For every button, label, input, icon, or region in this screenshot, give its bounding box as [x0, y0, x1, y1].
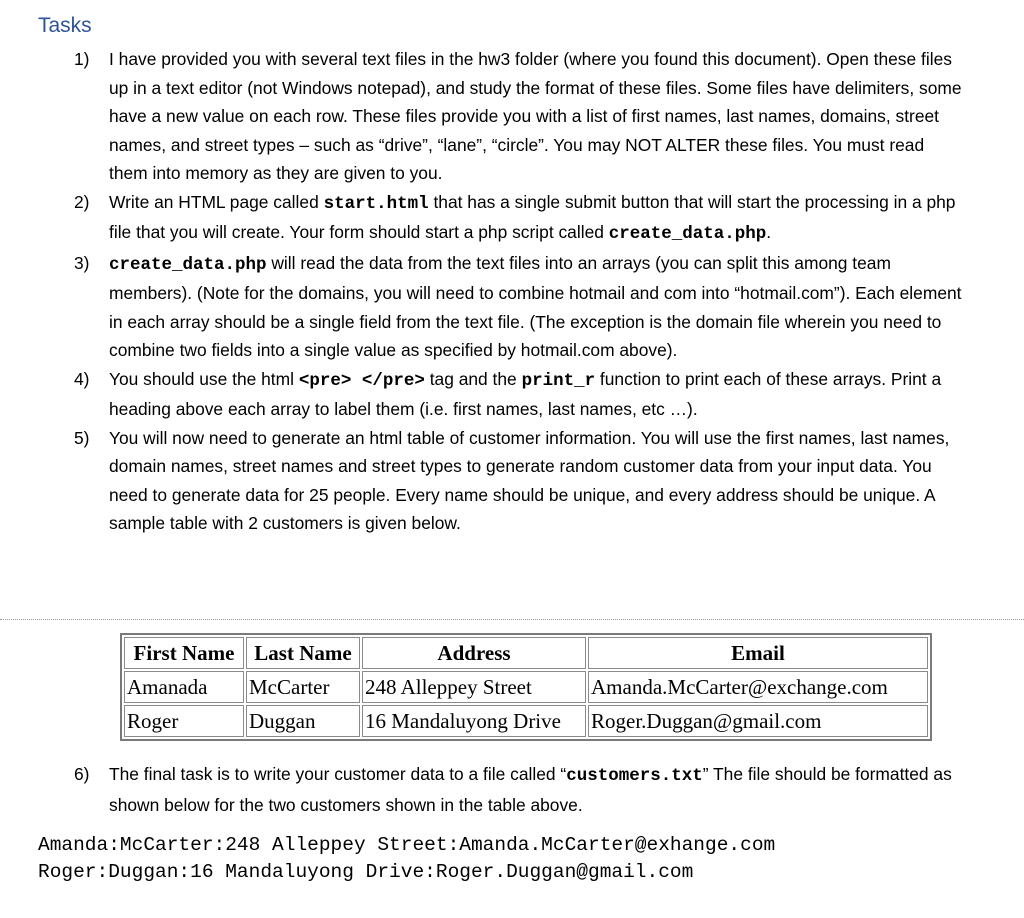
code-filename: start.html — [323, 193, 429, 214]
cell-email: Amanda.McCarter@exchange.com — [588, 671, 928, 703]
cell-address: 16 Mandaluyong Drive — [362, 705, 586, 737]
task-number: 2) — [74, 191, 90, 212]
task-6-container — [0, 760, 1024, 819]
task-number: 3) — [74, 252, 90, 273]
task-number: 6) — [74, 764, 90, 784]
task-number: 4) — [74, 368, 90, 389]
task-text: The final task is to write your customer data to a file called “ — [109, 764, 567, 784]
cell-last-name: McCarter — [246, 671, 360, 703]
task-item-1 — [0, 45, 1024, 188]
section-divider — [0, 619, 1024, 620]
column-header-first-name: First Name — [124, 637, 244, 669]
column-header-last-name: Last Name — [246, 637, 360, 669]
code-filename: create_data.php — [109, 254, 267, 275]
task-list — [0, 45, 1024, 538]
task-item-6 — [0, 760, 1024, 819]
code-filename: create_data.php — [608, 224, 767, 244]
table-header-row — [124, 637, 928, 669]
task-text: You should use the html — [109, 368, 299, 389]
task-item-2 — [0, 188, 1024, 249]
table-row — [124, 671, 928, 703]
task-text: . — [766, 222, 772, 242]
task-text: I have provided you with several text files in the hw3 folder (where you found this document). Open these files up in a text editor (not Windows notepad), and study the format of these files. Some files have delimiters, some have a new value on each row. These files provide you with a list of first names, last names, domains, street names, and street types – such as “drive”, “lane”, “circle”. You may NOT ALTER these files. You must read them into memory as they are given to you. — [109, 49, 962, 183]
task-text: tag and the — [424, 368, 522, 389]
cell-email: Roger.Duggan@gmail.com — [588, 705, 928, 737]
task-item-5 — [0, 424, 1024, 538]
section-heading: Tasks — [38, 14, 92, 37]
task-text: will read the data from the text files into an arrays (you can split this among team members). (Note for the domains, you will need to combine hotmail and com into “hotmail.com”). Each element in each array should be a single field from the text file. (The exception is the domain file wherein you need to combine two fields into a single value as specified by hotmail.com above). — [109, 252, 962, 360]
column-header-email: Email — [588, 637, 928, 669]
cell-first-name: Amanada — [124, 671, 244, 703]
task-text: that has a single submit button that will start the processing in a php file that you will create. Your form should start a php script called — [109, 191, 956, 242]
task-text: ” The file should be formatted as shown below for the two customers shown in the table above. — [109, 764, 952, 815]
cell-address: 248 Alleppey Street — [362, 671, 586, 703]
task-text: Write an HTML page called — [109, 191, 324, 212]
task-item-4 — [0, 365, 1024, 424]
table-row — [124, 705, 928, 737]
task-text: function to print each of these arrays. Print a heading above each array to label them (i.e. first names, last names, etc …). — [109, 368, 942, 419]
task-text: You will now need to generate an html table of customer information. You will use the first names, last names, domain names, street names and street types to generate random customer data from your input data. You need to generate data for 25 people. Every name should be unique, and every address should be unique. A sample table with 2 customers is given below. — [109, 427, 950, 533]
output-line: Amanda:McCarter:248 Alleppey Street:Amanda.McCarter@exhange.com — [38, 834, 776, 856]
code-filename: customers.txt — [566, 766, 703, 786]
file-output-example — [38, 832, 775, 886]
cell-first-name: Roger — [124, 705, 244, 737]
code-function: print_r — [521, 370, 596, 391]
output-line: Roger:Duggan:16 Mandaluyong Drive:Roger.Duggan@gmail.com — [38, 861, 694, 883]
sample-customer-table — [120, 633, 932, 741]
code-tag: <pre> </pre> — [298, 370, 425, 391]
task-number: 5) — [74, 427, 90, 448]
column-header-address: Address — [362, 637, 586, 669]
cell-last-name: Duggan — [246, 705, 360, 737]
task-number: 1) — [74, 49, 90, 69]
task-item-3 — [0, 249, 1024, 365]
